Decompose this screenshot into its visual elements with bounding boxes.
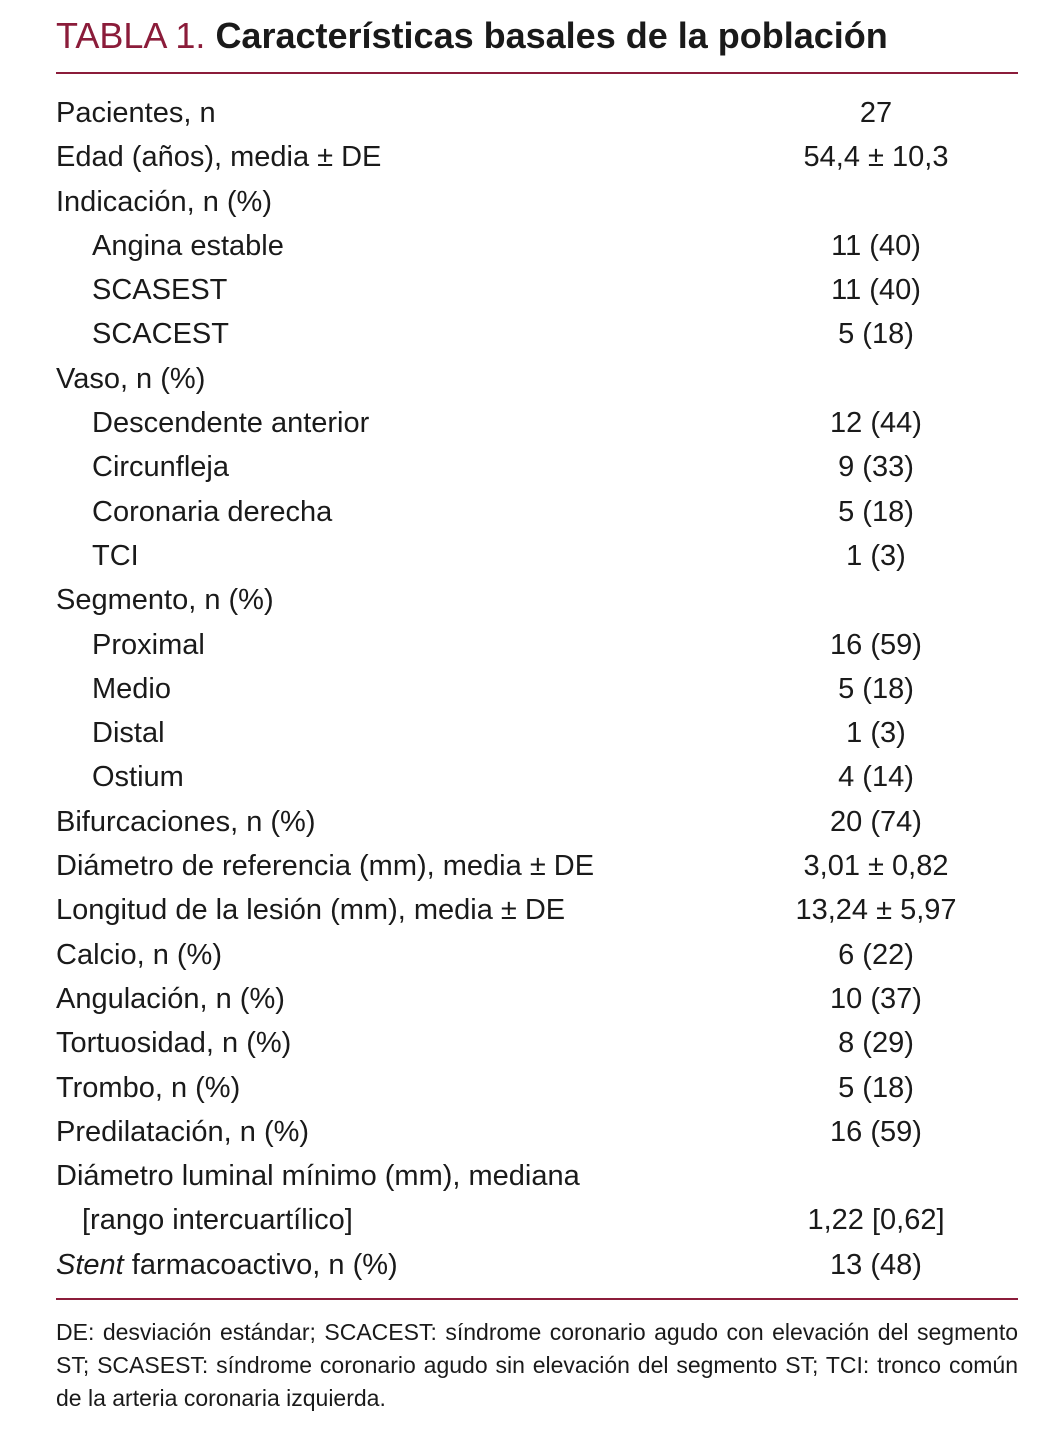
table-row xyxy=(56,268,1018,312)
table-row xyxy=(56,1021,1018,1065)
row-label: Angulación, n (%) xyxy=(56,982,285,1015)
row-label: Pacientes, n xyxy=(56,97,216,129)
row-value: 13,24 ± 5,97 xyxy=(795,894,957,927)
row-value: 11 (40) xyxy=(831,229,921,262)
row-value: 6 (22) xyxy=(838,938,914,971)
row-label: [rango intercuartílico] xyxy=(82,1204,353,1237)
row-value: 13 (48) xyxy=(830,1248,922,1281)
table-row xyxy=(56,711,1018,755)
row-label: Proximal xyxy=(92,628,205,661)
row-value: 54,4 ± 10,3 xyxy=(803,141,949,174)
row-label: Bifurcaciones, n (%) xyxy=(56,805,316,838)
row-label: Coronaria derecha xyxy=(92,495,333,528)
table-row xyxy=(56,135,1018,179)
row-label xyxy=(56,1243,398,1287)
row-value: 8 (29) xyxy=(838,1027,914,1060)
row-value: 12 (44) xyxy=(830,407,922,440)
row-value: 5 (18) xyxy=(838,1071,914,1104)
table-row xyxy=(56,91,1018,135)
row-value: 27 xyxy=(859,97,893,129)
row-label: Diámetro luminal mínimo (mm), mediana xyxy=(56,1160,580,1193)
table-row xyxy=(56,180,1018,224)
table-row xyxy=(56,490,1018,534)
row-label: Longitud de la lesión (mm), media ± DE xyxy=(56,894,566,927)
table-title xyxy=(56,14,888,58)
row-label: Segmento, n (%) xyxy=(56,584,274,617)
row-value: 10 (37) xyxy=(830,982,922,1015)
table-row xyxy=(56,667,1018,711)
table-row xyxy=(56,1066,1018,1110)
row-value: 9 (33) xyxy=(838,451,914,484)
table-row xyxy=(56,401,1018,445)
row-value: 1,22 [0,62] xyxy=(807,1204,945,1237)
row-label: Trombo, n (%) xyxy=(56,1071,241,1104)
row-label: Descendente anterior xyxy=(92,407,370,440)
row-label: Distal xyxy=(92,717,165,750)
table-row xyxy=(56,977,1018,1021)
table-row xyxy=(56,1110,1018,1154)
row-label: SCASEST xyxy=(92,274,228,307)
row-value: 11 (40) xyxy=(831,274,921,307)
row-label: TCI xyxy=(92,539,139,572)
table-row xyxy=(56,933,1018,977)
row-label: Circunfleja xyxy=(92,451,229,484)
row-label: Diámetro de referencia (mm), media ± DE xyxy=(56,850,595,883)
row-value: 5 (18) xyxy=(838,495,914,528)
table-row xyxy=(56,623,1018,667)
table-caption: Características basales de la población xyxy=(215,15,888,56)
row-label: SCACEST xyxy=(92,318,229,351)
table-row xyxy=(56,755,1018,799)
table-row xyxy=(56,1198,1018,1242)
table-row xyxy=(56,888,1018,932)
row-value: 3,01 ± 0,82 xyxy=(803,850,949,883)
row-label-rest: farmacoactivo, n (%) xyxy=(123,1248,398,1281)
table-row xyxy=(56,445,1018,489)
table-row xyxy=(56,224,1018,268)
table-row xyxy=(56,534,1018,578)
row-value: 1 (3) xyxy=(846,539,906,572)
bottom-rule xyxy=(56,1298,1018,1300)
row-value: 16 (59) xyxy=(830,1115,922,1148)
table-body xyxy=(56,91,1018,1287)
row-label: Indicación, n (%) xyxy=(56,185,272,218)
row-value: 16 (59) xyxy=(830,628,922,661)
row-label-italic: Stent xyxy=(56,1248,124,1281)
top-rule xyxy=(56,72,1018,74)
table-row xyxy=(56,1154,1018,1198)
table-row xyxy=(56,312,1018,356)
row-value: 1 (3) xyxy=(846,717,906,750)
table-footnote: DE: desviación estándar; SCACEST: síndrome coronario agudo con elevación del segmento ST; SCASEST: síndrome coronario agudo sin elevación del segmento ST; TCI: tronco común de la arteria coronaria izquierda. xyxy=(56,1319,1018,1411)
row-value: 5 (18) xyxy=(838,672,914,705)
row-label: Tortuosidad, n (%) xyxy=(56,1027,292,1060)
row-label: Calcio, n (%) xyxy=(56,938,222,971)
table-row xyxy=(56,844,1018,888)
row-label: Angina estable xyxy=(92,229,284,262)
row-label: Ostium xyxy=(92,761,184,794)
row-label: Predilatación, n (%) xyxy=(56,1115,310,1148)
table-row xyxy=(56,357,1018,401)
table-row xyxy=(56,578,1018,622)
row-label: Medio xyxy=(92,672,171,705)
row-label: Edad (años), media ± DE xyxy=(56,141,382,174)
row-value: 5 (18) xyxy=(838,318,914,351)
row-value: 20 (74) xyxy=(830,805,922,838)
table-row xyxy=(56,1243,1018,1287)
table-page xyxy=(56,0,1018,1450)
table-number: TABLA 1. xyxy=(56,15,206,56)
row-value: 4 (14) xyxy=(838,761,914,794)
row-label: Vaso, n (%) xyxy=(56,362,206,395)
table-row xyxy=(56,800,1018,844)
